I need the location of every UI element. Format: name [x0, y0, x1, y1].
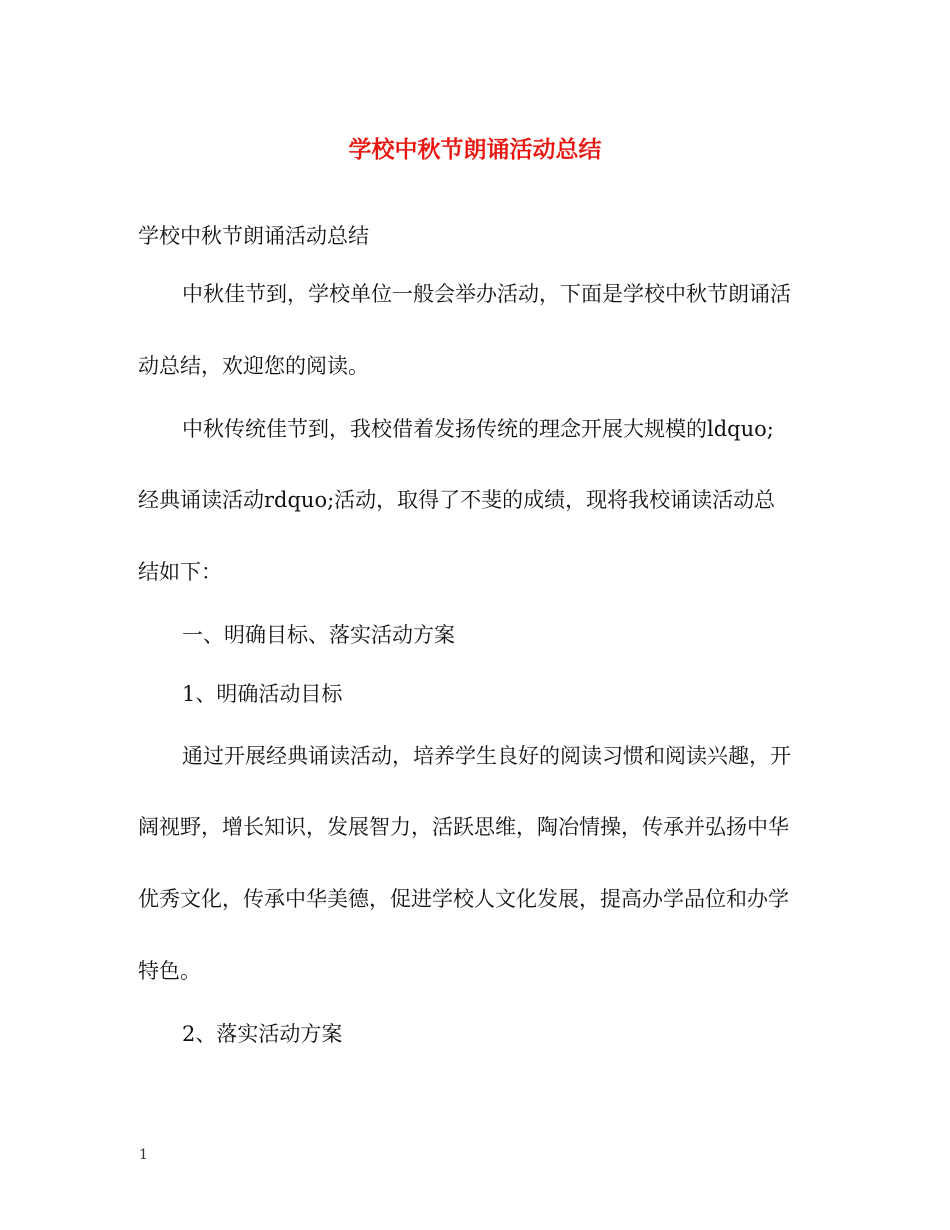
document-title: 学校中秋节朗诵活动总结 [348, 136, 602, 163]
page-number: 1 [139, 1147, 148, 1163]
subsection-heading: 2、落实活动方案 [182, 1022, 343, 1046]
paragraph-line: 经典诵读活动rdquo;活动，取得了不斐的成绩，现将我校诵读活动总 [138, 488, 776, 512]
paragraph-line: 优秀文化，传承中华美德，促进学校人文化发展，提高办学品位和办学 [138, 887, 789, 911]
subsection-heading: 1、明确活动目标 [182, 682, 343, 706]
paragraph-line: 特色。 [138, 959, 201, 983]
paragraph-line: 结如下： [138, 560, 222, 584]
document-subtitle: 学校中秋节朗诵活动总结 [138, 224, 369, 248]
section-heading: 一、明确目标、落实活动方案 [182, 623, 455, 647]
paragraph-line: 阔视野，增长知识，发展智力，活跃思维，陶冶情操，传承并弘扬中华 [138, 815, 789, 839]
paragraph-line: 通过开展经典诵读活动，培养学生良好的阅读习惯和阅读兴趣，开 [182, 744, 791, 768]
paragraph-line: 中秋佳节到，学校单位一般会举办活动，下面是学校中秋节朗诵活 [182, 282, 791, 306]
paragraph-line: 动总结，欢迎您的阅读。 [138, 354, 369, 378]
paragraph-line: 中秋传统佳节到，我校借着发扬传统的理念开展大规模的ldquo; [182, 417, 774, 441]
